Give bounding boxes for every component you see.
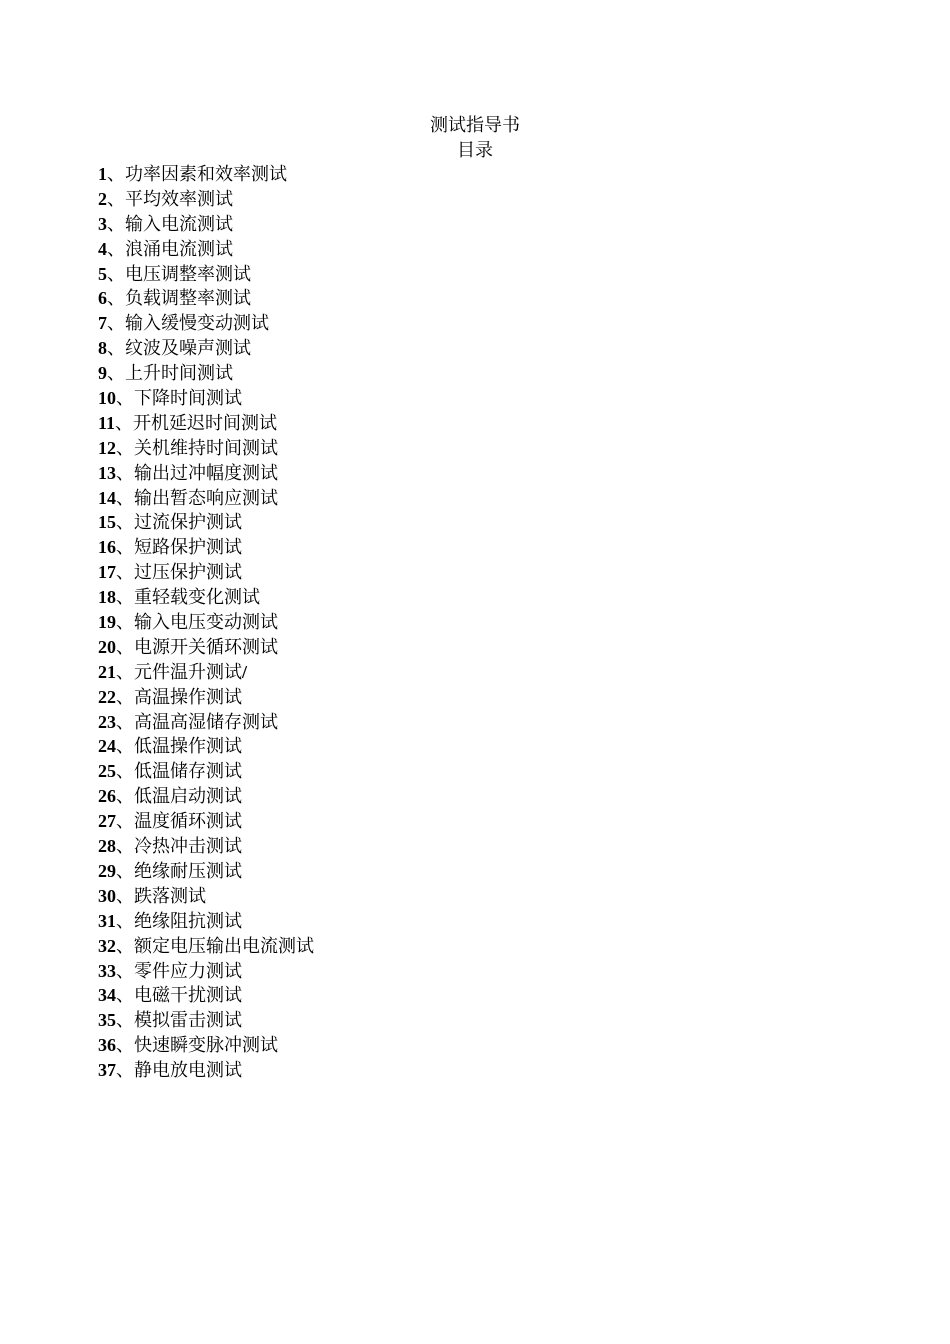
toc-item — [98, 436, 314, 461]
toc-item-separator: 、 — [116, 612, 134, 634]
toc-item-separator: 、 — [116, 388, 134, 410]
toc-item-number: 9 — [98, 363, 107, 384]
toc-item-separator: 、 — [116, 537, 134, 559]
toc-item — [98, 685, 314, 710]
toc-item-label: 低温储存测试 — [134, 761, 242, 783]
toc-item-separator: 、 — [116, 786, 134, 808]
toc-item — [98, 1008, 314, 1033]
toc-item — [98, 510, 314, 535]
toc-item-separator: 、 — [107, 313, 125, 335]
toc-item-number: 33 — [98, 960, 116, 981]
toc-item-number: 23 — [98, 711, 116, 732]
toc-item — [98, 884, 314, 909]
toc-item-number: 24 — [98, 736, 116, 757]
toc-item-number: 21 — [98, 661, 116, 682]
toc-item — [98, 809, 314, 834]
toc-item — [98, 535, 314, 560]
toc-item-separator: 、 — [116, 437, 134, 459]
toc-item — [98, 187, 314, 212]
toc-item-separator: 、 — [116, 836, 134, 858]
toc-item — [98, 361, 314, 386]
toc-item-label: 输入电流测试 — [125, 213, 233, 235]
toc-item-separator: 、 — [116, 1060, 134, 1082]
toc-item — [98, 710, 314, 735]
toc-item-number: 22 — [98, 686, 116, 707]
toc-item-label: 上升时间测试 — [125, 363, 233, 385]
toc-item-separator: 、 — [116, 661, 134, 683]
toc-item-separator: 、 — [116, 562, 134, 584]
toc-item-number: 31 — [98, 910, 116, 931]
toc-item — [98, 660, 314, 685]
toc-item-number: 34 — [98, 985, 116, 1006]
toc-item — [98, 212, 314, 237]
toc-item — [98, 411, 314, 436]
toc-item-label: 高温操作测试 — [134, 686, 242, 708]
toc-item-number: 10 — [98, 388, 116, 409]
toc-item-separator: 、 — [107, 338, 125, 360]
toc-item-separator: 、 — [116, 587, 134, 609]
toc-item-separator: 、 — [107, 288, 125, 310]
toc-item-label: 开机延迟时间测试 — [133, 412, 278, 434]
toc-item-separator: 、 — [116, 711, 134, 733]
toc-item-number: 32 — [98, 935, 116, 956]
toc-item-label: 过压保护测试 — [134, 562, 242, 584]
toc-item-label: 绝缘阻抗测试 — [134, 910, 242, 932]
toc-item-number: 26 — [98, 786, 116, 807]
toc-item-label: 静电放电测试 — [134, 1060, 242, 1082]
toc-item-separator: 、 — [115, 412, 134, 434]
toc-item-label: 下降时间测试 — [134, 388, 242, 410]
table-of-contents-heading: 目录 — [457, 140, 493, 161]
toc-item-separator: 、 — [116, 960, 134, 982]
toc-item-number: 13 — [98, 462, 116, 483]
toc-item-number: 29 — [98, 860, 116, 881]
toc-item — [98, 610, 314, 635]
toc-item-label: 纹波及噪声测试 — [125, 338, 251, 360]
toc-item-label: 输出暂态响应测试 — [134, 487, 278, 509]
toc-item-number: 14 — [98, 487, 116, 508]
toc-item-label: 冷热冲击测试 — [134, 836, 242, 858]
toc-item-label: 低温操作测试 — [134, 736, 242, 758]
toc-item-separator: 、 — [116, 1010, 134, 1032]
toc-item-separator: 、 — [116, 885, 134, 907]
toc-item-number: 25 — [98, 761, 116, 782]
toc-item — [98, 336, 314, 361]
toc-item-number: 7 — [98, 313, 107, 334]
toc-item-label: 负载调整率测试 — [125, 288, 251, 310]
toc-item-label: 绝缘耐压测试 — [134, 860, 242, 882]
toc-item-separator: 、 — [116, 686, 134, 708]
toc-item-label: 低温启动测试 — [134, 786, 242, 808]
toc-item — [98, 1058, 314, 1083]
table-of-contents-list — [98, 162, 314, 1083]
toc-item-label: 电源开关循环测试 — [134, 636, 278, 658]
toc-item-label: 快速瞬变脉冲测试 — [134, 1035, 278, 1057]
toc-item-number: 6 — [98, 288, 107, 309]
toc-item-separator: 、 — [116, 935, 134, 957]
toc-item-separator: 、 — [116, 811, 134, 833]
toc-item — [98, 386, 314, 411]
toc-item-number: 4 — [98, 238, 107, 259]
toc-item — [98, 286, 314, 311]
toc-item-number: 35 — [98, 1010, 116, 1031]
toc-item — [98, 311, 314, 336]
toc-item-label: 元件温升测试 — [134, 661, 242, 683]
toc-item-label: 温度循环测试 — [134, 811, 242, 833]
toc-item-separator: 、 — [116, 512, 134, 534]
toc-item-number: 37 — [98, 1060, 116, 1081]
toc-item-number: 15 — [98, 512, 116, 533]
toc-item-separator: 、 — [116, 985, 134, 1007]
toc-item — [98, 859, 314, 884]
toc-item-number: 3 — [98, 213, 107, 234]
toc-item-separator: 、 — [116, 487, 134, 509]
toc-item — [98, 162, 314, 187]
toc-item-separator: 、 — [107, 263, 125, 285]
toc-item-number: 30 — [98, 885, 116, 906]
toc-item-label: 零件应力测试 — [134, 960, 242, 982]
toc-item-number: 28 — [98, 836, 116, 857]
toc-item — [98, 934, 314, 959]
toc-item-number: 8 — [98, 338, 107, 359]
toc-item-separator: 、 — [107, 164, 125, 185]
toc-item-label: 额定电压输出电流测试 — [134, 935, 314, 957]
toc-item-separator: 、 — [116, 462, 134, 484]
toc-item-separator: 、 — [116, 736, 134, 758]
toc-item-label: 模拟雷击测试 — [134, 1010, 242, 1032]
toc-item-number: 20 — [98, 636, 116, 657]
toc-item-separator: 、 — [116, 910, 134, 932]
toc-item — [98, 262, 314, 287]
toc-item — [98, 461, 314, 486]
toc-item — [98, 486, 314, 511]
document-title: 测试指导书 — [430, 115, 520, 136]
toc-item-number: 36 — [98, 1035, 116, 1056]
toc-item — [98, 759, 314, 784]
toc-item — [98, 635, 314, 660]
toc-item-label: 输出过冲幅度测试 — [134, 462, 278, 484]
toc-item-separator: 、 — [116, 761, 134, 783]
toc-item-separator: 、 — [107, 188, 125, 210]
toc-item-label: 输入电压变动测试 — [134, 612, 278, 634]
toc-item — [98, 959, 314, 984]
toc-item-number: 2 — [98, 188, 107, 209]
toc-item-label: 重轻载变化测试 — [134, 587, 260, 609]
toc-item — [98, 834, 314, 859]
toc-item-separator: 、 — [116, 636, 134, 658]
toc-item — [98, 784, 314, 809]
toc-item-label: 跌落测试 — [134, 885, 206, 907]
toc-item-label: 功率因素和效率测试 — [125, 164, 287, 185]
toc-item-separator: 、 — [116, 1035, 134, 1057]
toc-item-number: 19 — [98, 612, 116, 633]
toc-item-label: 平均效率测试 — [125, 188, 233, 210]
toc-item-number: 12 — [98, 437, 116, 458]
toc-item-number: 11 — [98, 412, 116, 433]
toc-item — [98, 585, 314, 610]
toc-item-separator: 、 — [107, 213, 125, 235]
toc-item-number: 1 — [98, 164, 107, 184]
toc-item-label: 输入缓慢变动测试 — [125, 313, 269, 335]
toc-item — [98, 983, 314, 1008]
toc-item-label: 高温高湿储存测试 — [134, 711, 278, 733]
toc-item-label: 关机维持时间测试 — [134, 437, 278, 459]
toc-item — [98, 237, 314, 262]
toc-item-number: 17 — [98, 562, 116, 583]
toc-item-label: 浪涌电流测试 — [125, 238, 233, 260]
toc-item-number: 5 — [98, 263, 107, 284]
toc-item-separator: 、 — [116, 860, 134, 882]
toc-item-number: 18 — [98, 587, 116, 608]
toc-item-label: 电压调整率测试 — [125, 263, 251, 285]
toc-item-label: 过流保护测试 — [134, 512, 242, 534]
toc-item-label: 短路保护测试 — [134, 537, 242, 559]
toc-item — [98, 560, 314, 585]
toc-item-suffix: / — [242, 661, 248, 682]
toc-item — [98, 734, 314, 759]
toc-item-separator: 、 — [107, 363, 125, 385]
toc-item — [98, 1033, 314, 1058]
toc-item-label: 电磁干扰测试 — [134, 985, 242, 1007]
toc-item-separator: 、 — [107, 238, 125, 260]
toc-item — [98, 909, 314, 934]
toc-item-number: 27 — [98, 811, 116, 832]
toc-item-number: 16 — [98, 537, 116, 558]
